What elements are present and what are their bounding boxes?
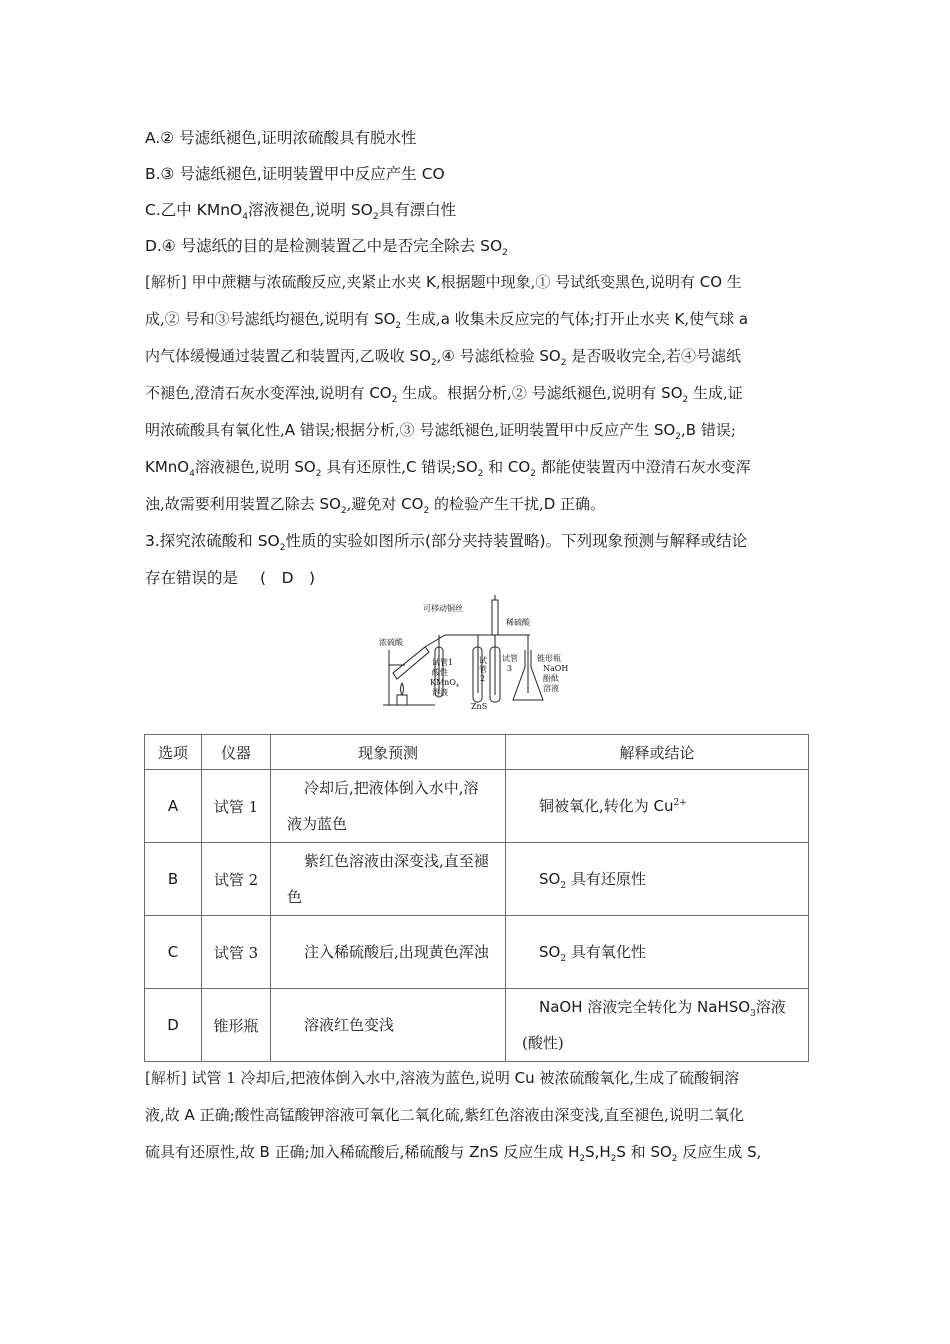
label-copper-wire: 可移动铜丝 — [423, 604, 463, 613]
subscript: 4 — [242, 212, 248, 223]
header-option: 选项 — [145, 735, 202, 770]
text: KMnO — [145, 458, 190, 476]
cell-instrument: 试管 2 — [202, 843, 271, 916]
text: 错误; — [416, 458, 457, 476]
label-tube1: 试管1 — [432, 658, 454, 667]
text: 浊,故需要利用装置乙除去 — [145, 495, 320, 513]
text: CO — [507, 458, 531, 476]
label-dilute-acid: 稀硫酸 — [506, 618, 530, 627]
subscript: 2 — [423, 506, 430, 516]
cell-phenomenon — [271, 843, 506, 916]
text: SO — [456, 458, 478, 476]
option-d-text: D.④ 号滤纸的目的是检测装置乙中是否完全除去 SO — [145, 237, 503, 255]
subscript: 2 — [391, 395, 398, 405]
text: a — [738, 310, 749, 328]
text: ,避免对 — [346, 495, 402, 513]
text: K — [674, 310, 685, 328]
table-row — [145, 916, 809, 989]
table-row — [145, 989, 809, 1062]
table-header-row — [145, 735, 809, 770]
cell-text — [506, 989, 808, 1061]
text: 的检验产生干扰, — [429, 495, 544, 513]
text: 内气体缓慢通过装置乙和装置丙,乙吸收 — [145, 347, 410, 365]
text: SO — [409, 347, 431, 365]
label-zns: ZnS — [471, 702, 488, 710]
label-flask: 锥形瓶 — [537, 654, 561, 663]
text: K — [426, 273, 436, 291]
text: 具有还原性 — [566, 870, 646, 888]
option-c-text: C.乙中 KMnO — [145, 201, 243, 219]
text: SO — [539, 943, 561, 961]
subscript: 2 — [560, 881, 567, 891]
subscript: 2 — [430, 358, 437, 368]
question-text: 3.探究浓硫酸和 SO — [145, 532, 280, 550]
text: SO — [374, 310, 396, 328]
text: Cu — [514, 1069, 535, 1087]
question-text: 存在错误的是 — [145, 569, 239, 587]
text: 甲中蔗糖与浓硫酸反应,夹紧止水夹 — [186, 273, 427, 291]
text: CO — [401, 495, 424, 513]
cell-conclusion — [506, 989, 809, 1062]
subscript: 2 — [477, 469, 484, 479]
text: 不褪色,澄清石灰水变浑浊,说明有 — [145, 384, 370, 402]
cell-text: 注入稀硫酸后,出现黄色浑浊 — [304, 943, 489, 961]
text: A — [184, 1106, 195, 1124]
text: SO — [319, 495, 341, 513]
text: B — [685, 421, 697, 439]
cell-conclusion — [506, 770, 809, 843]
cell-option: C — [145, 916, 202, 989]
text: 液,故 — [145, 1106, 185, 1124]
cell-conclusion — [506, 916, 809, 989]
label-kmno4: KMnO$_4$ — [430, 678, 460, 689]
subscript: 2 — [530, 469, 536, 479]
explanation-line — [145, 272, 742, 292]
question-3-line — [145, 568, 315, 588]
text: 生成。根据分析,② 号滤纸褪色,说明有 — [397, 384, 662, 402]
apparatus-drawing — [375, 595, 575, 710]
text: 和 — [483, 458, 508, 476]
apparatus-figure — [375, 595, 575, 710]
cell-option: A — [145, 770, 202, 843]
explanation-tag: [解析] — [145, 1069, 187, 1087]
subscript: 2 — [560, 358, 567, 368]
header-conclusion: 解释或结论 — [506, 735, 809, 770]
text: SO — [539, 347, 561, 365]
cell-phenomenon — [271, 989, 506, 1062]
label-solution: 溶液 — [543, 684, 559, 693]
label-tube1-acidic: 酸性 — [432, 668, 448, 677]
explanation-line — [145, 309, 748, 329]
text: A — [284, 421, 296, 439]
subscript: 2 — [671, 1154, 678, 1164]
text: 正确;酸性高锰酸钾溶液可氧化二氧化硫,紫红色溶液由深变浅,直至褪色,说明二氧化 — [194, 1106, 744, 1124]
text: SO — [661, 384, 683, 402]
option-c-text: 溶液褪色,说明 SO — [247, 201, 373, 219]
explanation-line — [145, 1142, 761, 1162]
text: ZnS — [469, 1143, 499, 1161]
text: 具有氧化性 — [566, 943, 646, 961]
text: a — [440, 310, 450, 328]
text: 错误;根据分析,③ 号滤纸褪色,证明装置甲中反应产生 — [295, 421, 654, 439]
subscript: 2 — [279, 543, 286, 554]
cell-text: 冷却后,把液体倒入水中,溶液为蓝色 — [287, 779, 479, 833]
option-a-text: A.② 号滤纸褪色,证明浓硫酸具有脱水性 — [145, 129, 417, 147]
explanation-line — [145, 1068, 739, 1088]
label-phenolphthalein: 酚酞 — [543, 674, 559, 683]
text: 正确;加入稀硫酸后,稀硫酸与 — [269, 1143, 470, 1161]
question-text: 性质的实验如图所示(部分夹持装置略)。下列现象预测与解释或结论 — [285, 532, 748, 550]
subscript: 2 — [395, 321, 402, 331]
option-d — [145, 236, 508, 259]
subscript: 2 — [682, 395, 689, 405]
explanation-line — [145, 494, 605, 514]
subscript: 3 — [750, 1009, 756, 1019]
cell-text: 溶液红色变浅 — [304, 1016, 395, 1034]
text: D — [543, 495, 556, 513]
text: ,④ 号滤纸检验 — [436, 347, 540, 365]
table-row — [145, 843, 809, 916]
text: CO — [369, 384, 392, 402]
text: 正确。 — [555, 495, 606, 513]
text: 铜被氧化,转化为 — [539, 797, 654, 815]
table-row — [145, 770, 809, 843]
text: 溶液(酸性) — [522, 998, 786, 1052]
label-tube2: 2 — [480, 674, 486, 683]
cell-text — [506, 861, 808, 897]
text: Cu — [653, 797, 674, 815]
cell-instrument: 试管 3 — [202, 916, 271, 989]
subscript: 2 — [610, 1154, 617, 1164]
label-naoh: NaOH — [543, 664, 569, 673]
text: 成,② 号和③号滤纸均褪色,说明有 — [145, 310, 375, 328]
cell-conclusion — [506, 843, 809, 916]
option-c — [145, 200, 457, 223]
header-phenomenon: 现象预测 — [271, 735, 506, 770]
text: SO — [539, 870, 561, 888]
explanation-line — [145, 1105, 744, 1125]
text: B — [259, 1143, 270, 1161]
cell-instrument: 锥形瓶 — [202, 989, 271, 1062]
text: CO — [699, 273, 722, 291]
cell-option: B — [145, 843, 202, 916]
cell-text: 紫红色溶液由深变浅,直至褪色 — [287, 852, 489, 906]
answer: ( D ) — [260, 569, 316, 587]
explanation-line — [145, 346, 741, 366]
text: , — [681, 421, 686, 439]
subscript: 4 — [189, 469, 195, 479]
header-instrument: 仪器 — [202, 735, 271, 770]
cell-phenomenon — [271, 770, 506, 843]
text: 都能使装置丙中澄清石灰水变浑 — [535, 458, 751, 476]
subscript: 2 — [675, 432, 682, 442]
subscript: 2 — [579, 1154, 586, 1164]
subscript: 2 — [340, 506, 347, 516]
label-conc-acid: 浓硫酸 — [379, 638, 403, 647]
text: NaOH 溶液完全转化为 NaHSO — [539, 998, 751, 1016]
text: 生成,证 — [688, 384, 743, 402]
figure-subscript: 4 — [455, 683, 460, 689]
text: SO — [294, 458, 316, 476]
cell-text — [506, 788, 808, 824]
explanation-line — [145, 457, 751, 477]
label-tube1-solution: 溶液 — [432, 688, 448, 697]
question-3-line — [145, 531, 748, 554]
text: H — [568, 1143, 580, 1161]
text: SO — [650, 1143, 672, 1161]
label-tube3: 试管 — [502, 654, 518, 663]
option-a — [145, 128, 417, 148]
option-b — [145, 164, 445, 184]
label-tube3: 3 — [507, 664, 513, 673]
subscript: 2 — [560, 954, 567, 964]
cell-text — [506, 934, 808, 970]
text: 反应生成 — [677, 1143, 748, 1161]
cell-phenomenon — [271, 916, 506, 989]
text: , — [756, 1143, 762, 1161]
explanation-line — [145, 420, 736, 440]
label-tube2: 试 — [479, 656, 487, 665]
subscript: 2 — [315, 469, 322, 479]
text: 收集未反应完的气体;打开止水夹 — [449, 310, 675, 328]
text: ,使气球 — [684, 310, 739, 328]
text: ,根据题中现象,① 号试纸变黑色,说明有 — [435, 273, 700, 291]
text: 反应生成 — [498, 1143, 569, 1161]
text: 生成, — [401, 310, 441, 328]
explanation-tag: [解析] — [145, 273, 187, 291]
explanation-line — [145, 383, 743, 403]
cell-instrument: 试管 1 — [202, 770, 271, 843]
text: 试管 1 冷却后,把液体倒入水中,溶液为蓝色,说明 — [186, 1069, 515, 1087]
text: C — [405, 458, 417, 476]
option-b-text: B.③ 号滤纸褪色,证明装置甲中反应产生 CO — [145, 165, 445, 183]
text: 硫具有还原性,故 — [145, 1143, 260, 1161]
subscript: 2 — [502, 248, 508, 259]
label-tube2: 管 — [479, 665, 487, 674]
text: 被浓硫酸氧化,生成了硫酸铜溶 — [534, 1069, 740, 1087]
options-table — [144, 734, 809, 1062]
option-c-text: 具有漂白性 — [378, 201, 457, 219]
text: SO — [653, 421, 676, 439]
text: S,H — [585, 1143, 611, 1161]
cell-option: D — [145, 989, 202, 1062]
subscript: 2 — [372, 212, 379, 223]
text: S 和 — [616, 1143, 651, 1161]
text: 具有还原性, — [321, 458, 406, 476]
text: S — [747, 1143, 757, 1161]
superscript: 2+ — [673, 798, 687, 808]
text: 明浓硫酸具有氧化性, — [145, 421, 285, 439]
text: 生 — [722, 273, 742, 291]
text: 是否吸收完全,若④号滤纸 — [566, 347, 741, 365]
text: 错误; — [696, 421, 736, 439]
text: 溶液褪色,说明 — [194, 458, 295, 476]
